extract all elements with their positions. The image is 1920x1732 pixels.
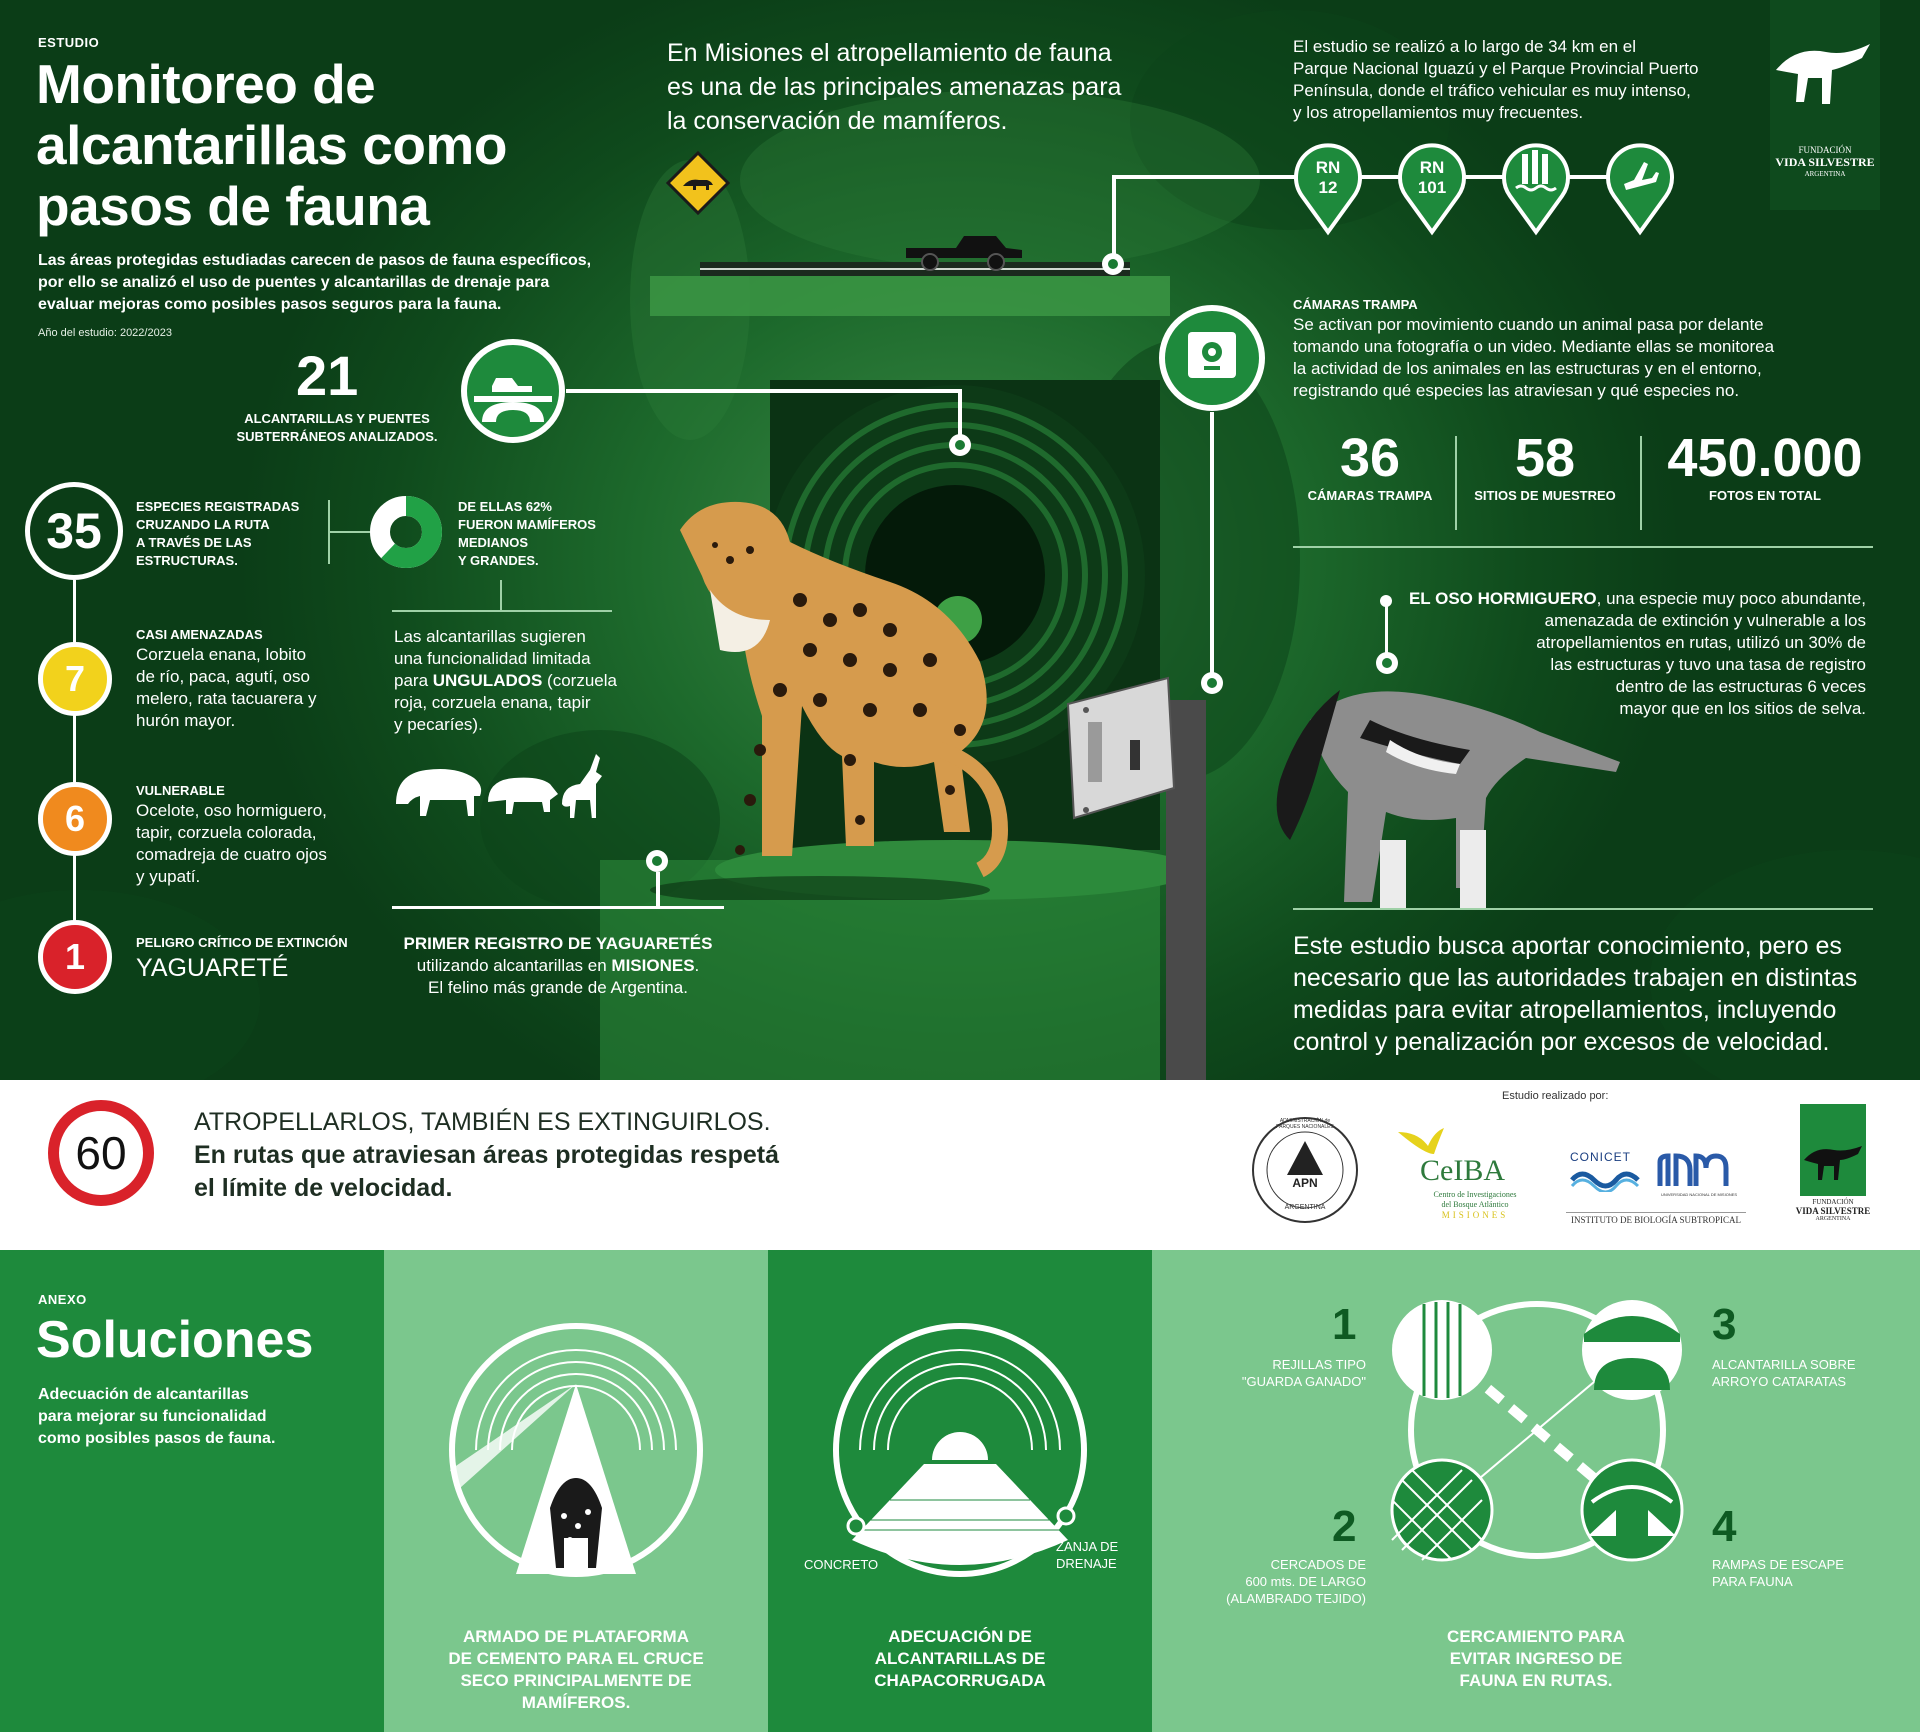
threat-line: la conservación de mamíferos. [667,107,1008,135]
category-line: YAGUARETÉ [136,954,289,982]
route-line: Península, donde el tráfico vehicular es muy intenso, [1293,81,1691,100]
connector-line [566,389,962,393]
route-pin-label [1292,158,1364,198]
label-line: ESPECIES REGISTRADAS [136,499,300,514]
speed-limit-banner [0,1080,1920,1250]
route-line: y los atropellamientos muy frecuentes. [1293,103,1584,122]
solution-line: DE CEMENTO PARA EL CRUCE [448,1649,704,1668]
caption-line: PRIMER REGISTRO DE YAGUARETÉS [403,934,713,953]
stat-number: 450.000 [1667,428,1863,488]
pin-label-line: RN [1315,158,1341,177]
anteater-line: dentro de las estructuras 6 veces [1615,677,1866,696]
category-line: Ocelote, oso hormiguero, [136,801,327,820]
divider-line [1293,908,1873,910]
intro-line: como posibles pasos de fauna. [38,1430,276,1447]
corrugated-culvert-icon [830,1320,1090,1580]
camera-trap-illustration [1060,660,1240,1080]
speed-line: ATROPELLARLOS, TAMBIÉN ES EXTINGUIRLOS. [194,1108,771,1136]
sites-stat [1460,428,1630,503]
anteater-text [1380,588,1866,720]
fencing-item-number: 1 [1332,1300,1357,1349]
logo-line: VIDA SILVESTRE [1775,155,1875,169]
solution-line: MAMÍFEROS. [521,1693,631,1712]
label-line: FUERON MAMÍFEROS [458,517,596,532]
platform-solution-title [384,1626,768,1714]
category-line: de río, paca, agutí, oso [136,667,310,686]
ditch-label [1056,1538,1118,1572]
connector-line [1210,412,1214,684]
solution-line: CERCAMIENTO PARA [1447,1627,1625,1646]
jaguar-caption [372,933,744,999]
stat-label: FOTOS EN TOTAL [1709,488,1821,503]
pin-label-line: 12 [1318,178,1338,197]
connector-dot [1102,253,1124,275]
ungulates-text [394,626,617,736]
culvert-road-icon [460,338,566,444]
study-year: Año del estudio: 2022/2023 [38,327,172,339]
fencing-line: 600 mts. DE LARGO [1245,1574,1366,1589]
conclusion-line: control y penalización por excesos de velocidad. [1293,1028,1830,1056]
animal-crossing-sign-icon [665,150,731,216]
culverts-label [222,410,452,446]
threat-line: es una de las principales amenazas para [667,73,1122,101]
pin-label-line: 101 [1417,178,1447,197]
pin-label-line: RN [1419,158,1445,177]
celba-logo: CeIBA [1420,1154,1505,1187]
conclusion-text [1293,930,1857,1058]
intro-text [38,250,591,316]
fencing-item-label [1192,1556,1366,1607]
threat-statement [667,36,1121,138]
camera-trap-icon [1158,304,1266,412]
vulnerable-text [136,782,327,888]
connector-line [1112,175,1672,179]
camera-stat [1290,428,1450,503]
solution-line: ARMADO DE PLATAFORMA [462,1627,689,1646]
category-line: tapir, corzuela colorada, [136,823,317,842]
camera-line: tomando una fotografía o un video. Mediante ellas se monitorea [1293,337,1775,356]
caption-line: El felino más grande de Argentina. [428,978,688,997]
fvsa-small-text [1786,1198,1880,1222]
category-line: hurón mayor. [136,711,236,730]
caption-emphasis: MISIONES [611,956,695,975]
fencing-item-number: 3 [1712,1300,1737,1349]
speed-line: el límite de velocidad. [194,1174,453,1202]
celba-line: Centro de Investigaciones [1433,1190,1517,1199]
mammals-donut-chart [368,494,444,570]
title-line: alcantarillas como [36,114,507,176]
camera-line: registrando qué especies las atraviesan y qué especies no. [1293,381,1740,400]
timeline-line [73,580,76,960]
ditch-line: DRENAJE [1056,1556,1117,1571]
fencing-line: "GUARDA GANADO" [1241,1374,1366,1389]
route-info [1293,36,1698,124]
route-line: Parque Nacional Iguazú y el Parque Provincial Puerto [1293,59,1699,78]
speed-line: En rutas que atraviesan áreas protegidas respetá [194,1141,779,1169]
ungulates-part: (corzuela [542,671,617,690]
connector-line [392,906,724,909]
solutions-section [0,1250,1920,1732]
fencing-item-number: 4 [1712,1502,1737,1551]
stat-number: 36 [1339,428,1401,488]
route-pin-label [1396,158,1468,198]
ungulates-emphasis: UNGULADOS [432,671,543,690]
label-line: ALCANTARILLAS Y PUENTES [244,411,430,426]
connector-line [656,872,660,908]
fencing-line: REJILLAS TIPO [1272,1357,1366,1372]
intro-line: para mejorar su funcionalidad [38,1408,267,1425]
ditch-line: ZANJA DE [1056,1539,1119,1554]
label-line: SUBTERRÁNEOS ANALIZADOS. [236,429,438,444]
title-line: Monitoreo de [36,53,376,115]
logo-line: FUNDACIÓN [1798,145,1852,155]
stat-label: CÁMARAS TRAMPA [1307,488,1433,503]
platform-crossing-icon [446,1320,706,1580]
culvert-solution-panel [768,1250,1152,1732]
caption-part: . [694,956,700,975]
solutions-title: Soluciones [36,1311,314,1369]
partners-heading: Estudio realizado por: [1502,1090,1609,1102]
threat-line: En Misiones el atropellamiento de fauna [667,39,1112,67]
unam-logo [1656,1152,1736,1192]
camera-line: Se activan por movimiento cuando un animal pasa por delante [1293,315,1764,334]
fvsa-logo-text [1770,145,1880,178]
fencing-item-label [1202,1356,1366,1390]
label-line: Y GRANDES. [458,553,539,568]
fencing-item-label [1712,1356,1856,1390]
solution-line: ALCANTARILLAS DE [874,1649,1046,1668]
solution-line: SECO PRINCIPALMENTE DE [460,1671,692,1690]
critically-endangered-badge: 1 [38,920,112,994]
label-line: DE ELLAS 62% [458,499,552,514]
near-threatened-badge: 7 [38,642,112,716]
solution-line: ADECUACIÓN DE [888,1627,1032,1646]
category-line: y yupatí. [136,867,201,886]
fencing-line: (ALAMBRADO TEJIDO) [1226,1591,1366,1606]
divider-line [1455,436,1457,530]
stat-label: SITIOS DE MUESTREO [1474,488,1616,503]
donut-label [458,498,596,570]
category-title: VULNERABLE [136,783,225,798]
anteater-line: las estructuras y tuvo una tasa de registro [1550,655,1866,674]
species-label [136,498,299,570]
apn-text: APN [1292,1176,1318,1190]
divider-line [328,531,370,533]
anteater-line [1380,588,1866,610]
fvsa-line: VIDA SILVESTRE [1795,1206,1871,1216]
culverts-count: 21 [296,344,359,407]
concrete-label: CONCRETO [804,1557,879,1572]
label-line: A TRAVÉS DE LAS [136,535,252,550]
conicet-wave-icon [1570,1166,1642,1192]
study-kicker: ESTUDIO [38,35,100,50]
vulnerable-badge: 6 [38,782,112,856]
connector-dot [949,434,971,456]
intro-line: Adecuación de alcantarillas [38,1386,249,1403]
unam-subtitle: UNIVERSIDAD NACIONAL DE MISIONES [1660,1192,1738,1197]
category-title: CASI AMENAZADAS [136,627,263,642]
fencing-item-label [1712,1556,1844,1590]
solution-line: FAUNA EN RUTAS. [1459,1671,1613,1690]
celba-line: MISIONES [1441,1210,1509,1220]
connector-dot [646,850,668,872]
apn-country-text: ARGENTINA [1284,1204,1326,1211]
fencing-line: CERCADOS DE [1270,1557,1366,1572]
speed-limit-sign-icon: 60 [48,1100,154,1206]
fencing-solution-title [1152,1626,1920,1692]
intro-line: Las áreas protegidas estudiadas carecen de pasos de fauna específicos, [38,252,592,269]
anteater-part: , una especie muy poco abundante, [1596,589,1866,608]
ungulates-line: roja, corzuela enana, tapir [394,693,591,712]
divider-line [500,580,502,610]
fvsa-small-logo [1800,1104,1866,1196]
pickup-truck-icon [900,228,1030,274]
airport-pin-icon [1604,140,1676,236]
fencing-line: ALCANTARILLA SOBRE [1712,1357,1856,1372]
anteater-emphasis: EL OSO HORMIGUERO [1408,589,1597,608]
apn-ring-text: ADMINISTRACIÓN de PARQUES NACIONALES [1276,1118,1334,1130]
ibs-text: INSTITUTO DE BIOLOGÍA SUBTROPICAL [1566,1212,1746,1225]
route-line: El estudio se realizó a lo largo de 34 km en el [1293,37,1637,56]
category-line: Corzuela enana, lobito [136,645,307,664]
fencing-diagram [1372,1280,1702,1580]
near-threatened-text [136,626,316,732]
fvsa-logo [1770,0,1880,210]
category-line: melero, rata tacuarera y [136,689,317,708]
anteater-line: amenazada de extinción y vulnerable a los [1544,611,1866,630]
label-line: ESTRUCTURAS. [136,553,238,568]
fencing-line: RAMPAS DE ESCAPE [1712,1557,1844,1572]
caption-line [372,955,744,977]
celba-subtitle [1425,1190,1525,1220]
conclusion-line: medidas para evitar atropellamientos, incluyendo [1293,996,1837,1024]
connector-dot [1201,672,1223,694]
solution-line: CHAPACORRUGADA [874,1671,1046,1690]
fencing-item-number: 2 [1332,1502,1357,1551]
fencing-line: ARROYO CATARATAS [1712,1374,1847,1389]
divider-line [392,610,612,612]
solutions-intro-panel [0,1250,384,1732]
jaguar-illustration [640,490,1020,900]
label-line: MEDIANOS [458,535,529,550]
category-line: comadreja de cuatro ojos [136,845,327,864]
fencing-solution-panel [1152,1250,1920,1732]
camera-traps-title: CÁMARAS TRAMPA [1293,297,1418,312]
page-title [36,54,507,237]
stat-number: 58 [1514,428,1576,488]
anteater-logo-icon [1770,0,1880,140]
culvert-solution-title [768,1626,1152,1692]
solution-line: EVITAR INGRESO DE [1449,1649,1623,1668]
camera-traps-text [1293,296,1774,402]
logo-line: ARGENTINA [1804,170,1846,178]
critically-endangered-text [136,934,348,984]
speed-message [194,1106,779,1205]
annex-kicker: ANEXO [38,1292,87,1307]
ungulates-icon [392,748,612,818]
fvsa-line: FUNDACIÓN [1812,1198,1854,1206]
conicet-logo: CONICET [1570,1150,1631,1164]
label-line: CRUZANDO LA RUTA [136,517,270,532]
anteater-line: atropellamientos en rutas, utilizó un 30% de [1536,633,1866,652]
title-line: pasos de fauna [36,175,430,237]
ungulates-part: para [394,671,433,690]
conclusion-line: Este estudio busca aportar conocimiento, pero es [1293,932,1842,960]
caption-part: utilizando alcantarillas en [416,956,612,975]
category-title: PELIGRO CRÍTICO DE EXTINCIÓN [136,935,348,950]
solutions-intro [38,1384,275,1450]
divider-line [1640,436,1642,530]
anteater-logo-icon [1800,1104,1866,1196]
intro-line: por ello se analizó el uso de puentes y alcantarillas de drenaje para [38,274,550,291]
anteater-line: mayor que en los sitios de selva. [1619,699,1866,718]
species-count-badge: 35 [25,482,123,580]
platform-solution-panel [384,1250,768,1732]
waterfall-pin-icon [1500,140,1572,236]
fvsa-line: ARGENTINA [1815,1216,1851,1222]
connector-line [1112,175,1116,265]
ungulates-line: Las alcantarillas sugieren [394,627,586,646]
divider-line [1293,546,1873,548]
intro-line: evaluar mejoras como posibles pasos seguros para la fauna. [38,296,502,313]
photos-stat [1650,428,1880,503]
conclusion-line: necesario que las autoridades trabajen en distintas [1293,964,1858,992]
camera-line: la actividad de los animales en las estructuras y en el entorno, [1293,359,1762,378]
ungulates-line: y pecaríes). [394,715,483,734]
ungulates-line [394,670,617,692]
fencing-line: PARA FAUNA [1712,1574,1793,1589]
ungulates-line: una funcionalidad limitada [394,649,591,668]
celba-line: del Bosque Atlántico [1441,1200,1509,1209]
